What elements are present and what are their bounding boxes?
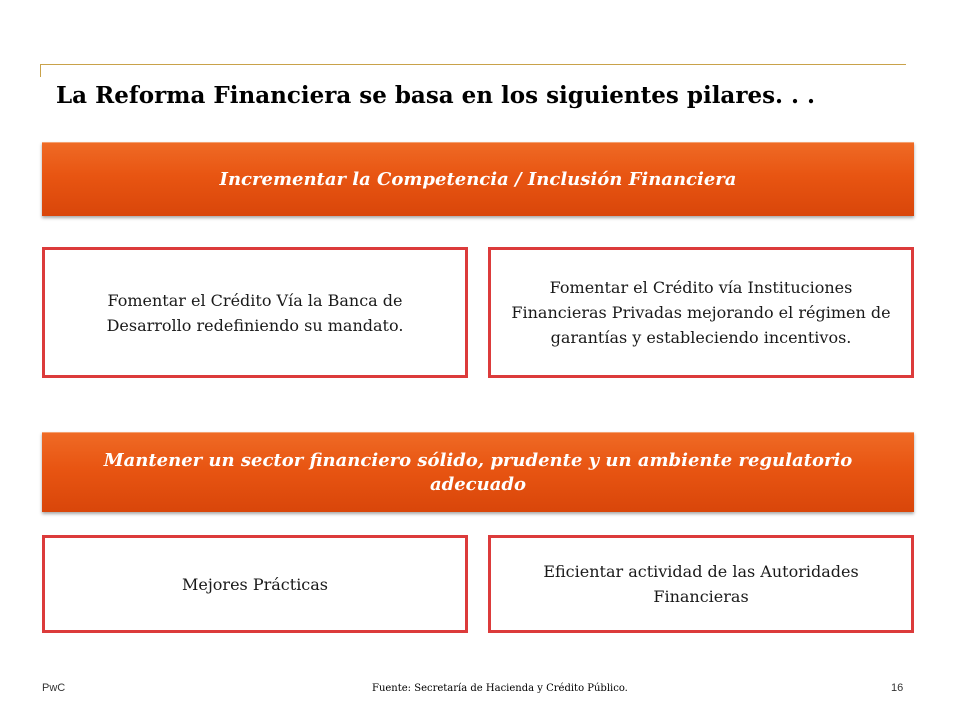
pillar-banner-solid-sector-label: Mantener un sector financiero sólido, prudente y un ambiente regulatorio adecuado [103, 449, 853, 495]
card-private-institutions [488, 247, 914, 378]
pillar-banner-competition [42, 142, 914, 216]
top-rule [40, 64, 906, 65]
card-authorities-efficiency [488, 535, 914, 633]
card-development-banking [42, 247, 468, 378]
pillar-banner-solid-sector [42, 432, 914, 512]
footer-brand: PwC [42, 682, 66, 694]
footer-source: Fuente: Secretaría de Hacienda y Crédito Público. [372, 683, 628, 694]
card-best-practices [42, 535, 468, 633]
slide-title: La Reforma Financiera se basa en los siguientes pilares. . . [56, 82, 816, 109]
top-rule-tick [40, 64, 41, 77]
card-authorities-efficiency-text: Eficientar actividad de las Autoridades Financieras [543, 562, 859, 606]
card-best-practices-text: Mejores Prácticas [181, 574, 329, 594]
card-development-banking-text: Fomentar el Crédito Vía la Banca de Desarrollo redefiniendo su mandato. [106, 290, 404, 335]
page-number: 16 [891, 682, 904, 694]
pillar-banner-competition-label: Incrementar la Competencia / Inclusión Financiera [219, 168, 737, 190]
card-private-institutions-text: Fomentar el Crédito vía Instituciones Financieras Privadas mejorando el régimen de garantías y estableciendo incentivos. [511, 278, 891, 347]
